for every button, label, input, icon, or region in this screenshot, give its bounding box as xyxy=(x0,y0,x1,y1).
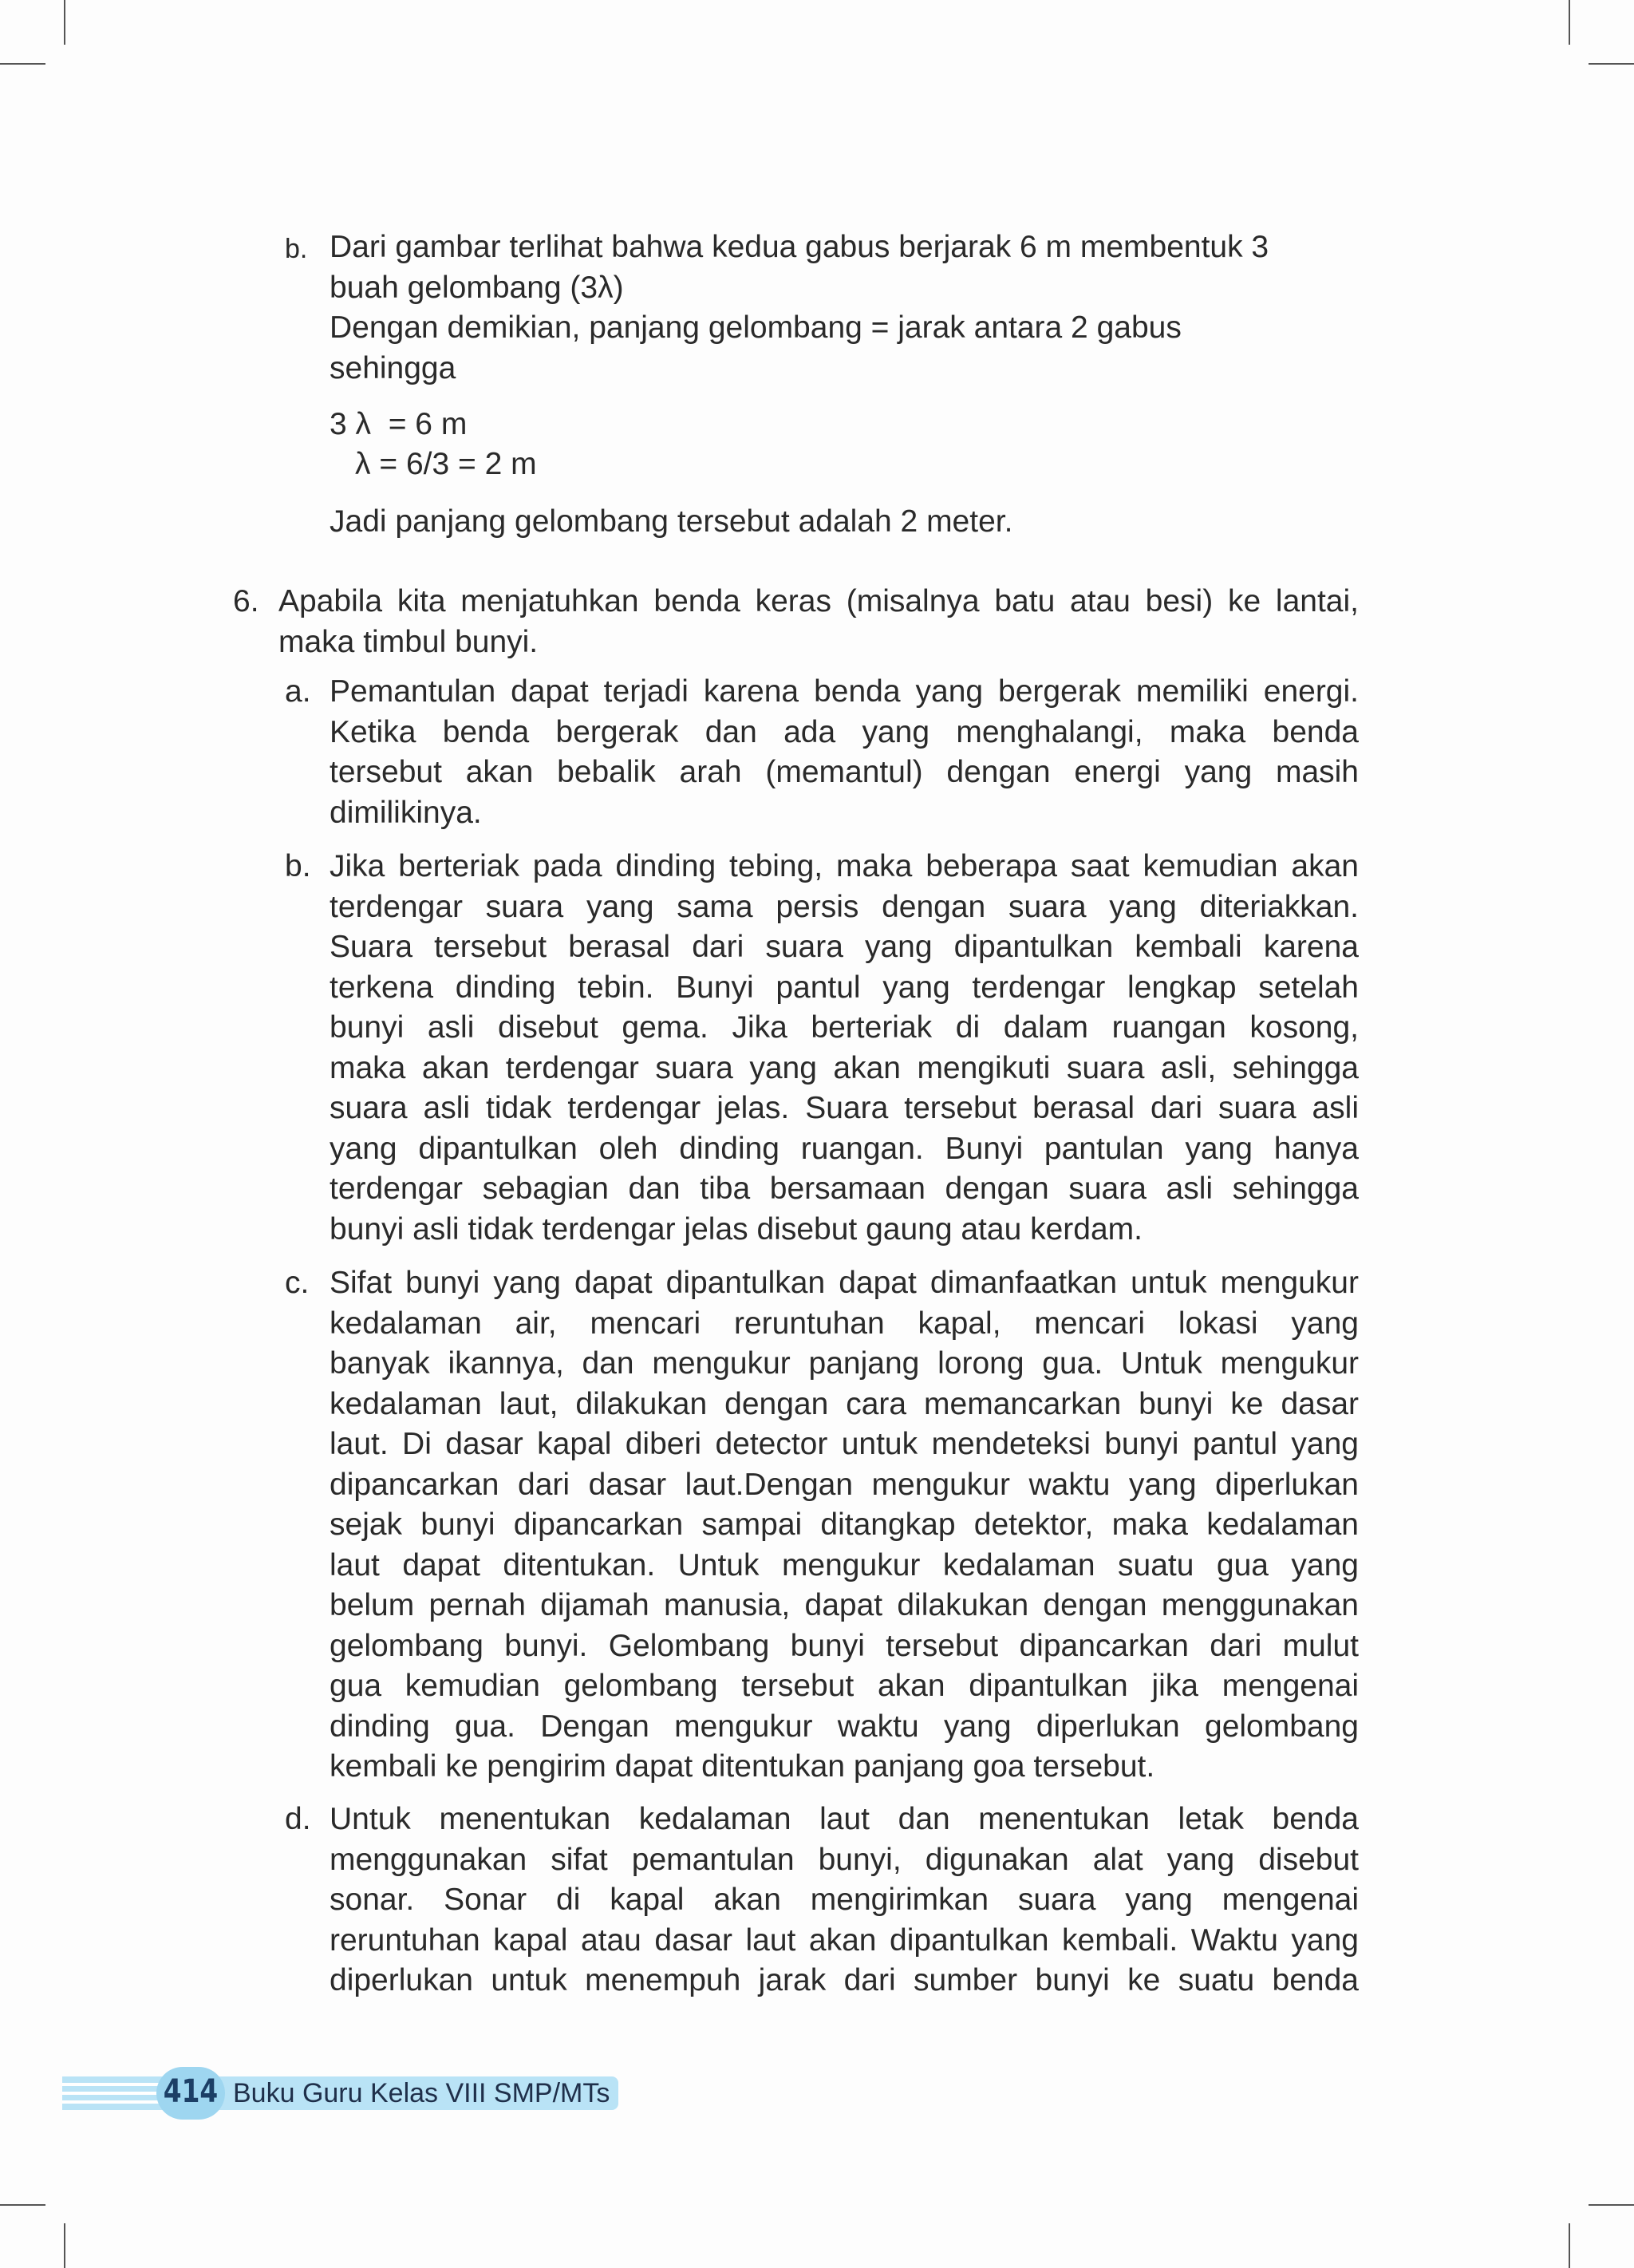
text-line: menggunakan sifat pemantulan bunyi, digunakan alat yang disebut xyxy=(330,1842,1359,1877)
crop-mark xyxy=(64,2223,65,2268)
text-line: Ketika benda bergerak dan ada yang menghalangi, maka benda xyxy=(330,714,1359,749)
answer-6b-text xyxy=(330,847,1359,1250)
crop-mark xyxy=(1569,0,1570,45)
text-line: bunyi asli tidak terdengar jelas disebut gaung atau kerdam. xyxy=(330,1211,1143,1247)
text-line: buah gelombang (3λ) xyxy=(330,270,624,305)
text-line: bunyi asli disebut gema. Jika berteriak di dalam ruangan kosong, xyxy=(330,1010,1359,1045)
crop-mark xyxy=(1589,2204,1634,2206)
crop-mark xyxy=(0,63,45,65)
text-line: Untuk menentukan kedalaman laut dan menentukan letak benda xyxy=(330,1802,1359,1836)
text-line: reruntuhan kapal atau dasar laut akan dipantulkan kembali. Waktu yang xyxy=(330,1922,1359,1958)
crop-mark xyxy=(1569,2223,1570,2268)
list-marker: c. xyxy=(285,1266,310,1300)
text-line: Dari gambar terlihat bahwa kedua gabus berjarak 6 m membentuk 3 xyxy=(330,230,1269,264)
text-line: Sifat bunyi yang dapat dipantulkan dapat dimanfaatkan untuk mengukur xyxy=(330,1266,1359,1300)
text-line: gelombang bunyi. Gelombang bunyi tersebut dipancarkan dari mulut xyxy=(330,1628,1359,1663)
text-line: laut. Di dasar kapal diberi detector untuk mendeteksi bunyi pantul yang xyxy=(330,1427,1359,1461)
text-line: suara asli tidak terdengar jelas. Suara tersebut berasal dari suara asli xyxy=(330,1091,1359,1125)
text-line: gua kemudian gelombang tersebut akan dipantulkan jika mengenai xyxy=(330,1669,1359,1703)
list-marker: b. xyxy=(285,234,308,264)
text-line: belum pernah dijamah manusia, dapat dilakukan dengan menggunakan xyxy=(330,1588,1359,1622)
book-title: Buku Guru Kelas VIII SMP/MTs xyxy=(233,2078,610,2108)
text-line: kedalaman air, mencari reruntuhan kapal, mencari lokasi yang xyxy=(330,1306,1359,1341)
text-line: diperlukan untuk menempuh jarak dari sumber bunyi ke suatu benda xyxy=(330,1963,1359,1997)
text-line: dimilikinya. xyxy=(330,795,482,830)
text-line: banyak ikannya, dan mengukur panjang lorong gua. Untuk mengukur xyxy=(330,1346,1359,1381)
conclusion-text: Jadi panjang gelombang tersebut adalah 2 meter. xyxy=(330,504,1013,539)
text-line: Suara tersebut berasal dari suara yang dipantulkan kembali karena xyxy=(330,930,1359,964)
text-line: terdengar suara yang sama persis dengan suara yang diteriakkan. xyxy=(330,889,1359,924)
text-line: terkena dinding tebin. Bunyi pantul yang terdengar lengkap setelah xyxy=(330,970,1359,1005)
text-line: terdengar sebagian dan tiba bersamaan dengan suara asli sehingga xyxy=(330,1172,1359,1206)
text-line: Dengan demikian, panjang gelombang = jarak antara 2 gabus xyxy=(330,310,1182,345)
equation-2: λ = 6/3 = 2 m xyxy=(355,447,537,481)
text-line: Apabila kita menjatuhkan benda keras (misalnya batu atau besi) ke lantai, xyxy=(278,584,1359,618)
text-line: laut dapat ditentukan. Untuk mengukur kedalaman suatu gua yang xyxy=(330,1547,1359,1582)
text-line: kembali ke pengirim dapat ditentukan panjang goa tersebut. xyxy=(330,1749,1155,1784)
text-line: sonar. Sonar di kapal akan mengirimkan suara yang mengenai xyxy=(330,1883,1359,1917)
text-line: sejak bunyi dipancarkan sampai ditangkap detektor, maka kedalaman xyxy=(330,1507,1359,1542)
text-line: sehingga xyxy=(330,350,456,385)
answer-5b-text xyxy=(330,227,1359,389)
text-line: maka timbul bunyi. xyxy=(278,624,539,659)
text-line: kedalaman laut, dilakukan dengan cara memancarkan bunyi ke dasar xyxy=(330,1386,1359,1421)
text-line: dipancarkan dari dasar laut.Dengan mengukur waktu yang diperlukan xyxy=(330,1467,1359,1502)
question-6-text xyxy=(278,582,1359,662)
page-number: 414 xyxy=(163,2073,219,2110)
text-line: yang dipantulkan oleh dinding ruangan. Bunyi pantulan yang hanya xyxy=(330,1131,1359,1166)
list-marker: a. xyxy=(285,674,311,709)
crop-mark xyxy=(64,0,65,45)
text-line: maka akan terdengar suara yang akan mengikuti suara asli, sehingga xyxy=(330,1050,1359,1085)
answer-6c-text xyxy=(330,1263,1359,1788)
crop-mark xyxy=(1589,63,1634,65)
text-line: Pemantulan dapat terjadi karena benda yang bergerak memiliki energi. xyxy=(330,674,1359,709)
text-line: tersebut akan bebalik arah (memantul) dengan energi yang masih xyxy=(330,755,1359,789)
answer-6a-text xyxy=(330,672,1359,833)
list-marker: 6. xyxy=(233,584,259,618)
list-marker: b. xyxy=(285,849,311,883)
text-line: Jika berteriak pada dinding tebing, maka beberapa saat kemudian akan xyxy=(330,849,1359,883)
crop-mark xyxy=(0,2204,45,2206)
text-line: dinding gua. Dengan mengukur waktu yang diperlukan gelombang xyxy=(330,1709,1359,1744)
list-marker: d. xyxy=(285,1802,311,1836)
equation-1: 3 λ = 6 m xyxy=(330,407,468,441)
answer-6d-text xyxy=(330,1800,1359,2001)
